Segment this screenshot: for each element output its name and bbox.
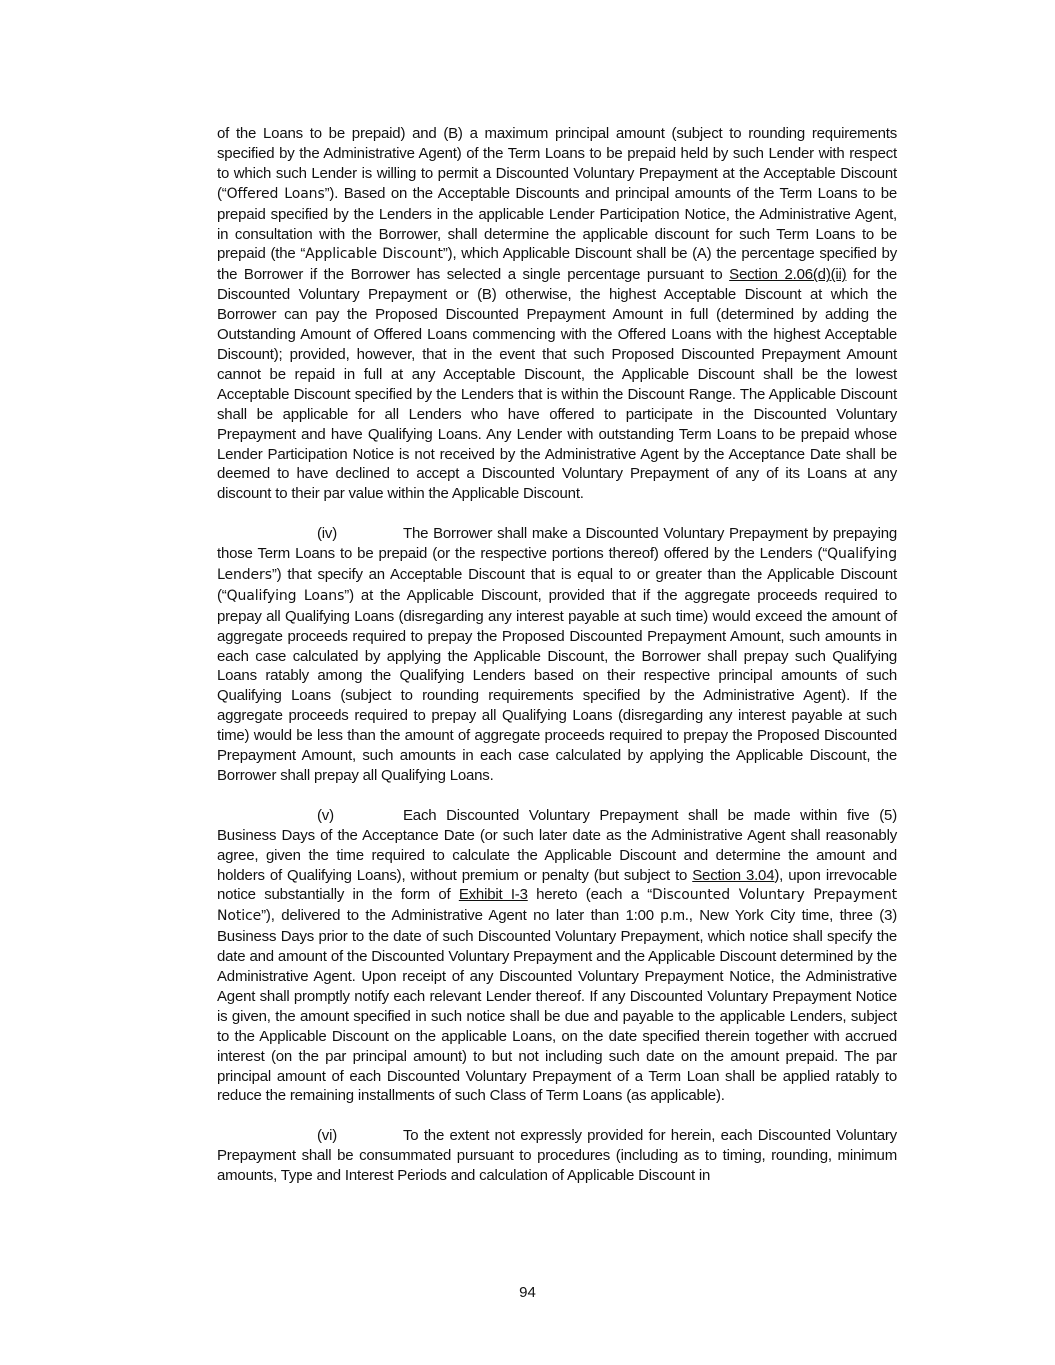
- clause-marker: (v): [317, 806, 334, 824]
- paragraph-v: [217, 806, 897, 1107]
- defined-term-offered-loans: Offered Loans: [226, 185, 325, 202]
- section-reference-link[interactable]: Section 3.04: [692, 866, 775, 884]
- defined-term-qualifying-lenders: Qualifying Lenders: [217, 546, 897, 583]
- text-run: for the Discounted Voluntary Prepayment or (B) otherwise, the highest Acceptable Discount at which the Borrower can pay the Proposed Discounted Prepayment Amount in full (determined by adding the Outstanding Amount of Offered Loans commencing with the Offered Loans with the highest Acceptable Discount); provided, however, that in the event that such Proposed Discounted Prepayment Amount cannot be repaid in full at any Acceptable Discount, the Applicable Discount shall be the lowest Acceptable Discount specified by the Lenders that is within the Discount Range. The Applicable Discount shall be applicable for all Lenders who have offered to participate in the Discounted Voluntary Prepayment and have Qualifying Loans. Any Lender with outstanding Term Loans to be prepaid whose Lender Participation Notice is not received by the Administrative Agent by the Acceptance Date shall be deemed to have declined to accept a Discounted Voluntary Prepayment of any of its Loans at any discount to their par value within the Applicable Discount.: [217, 266, 897, 503]
- clause-marker: (vi): [317, 1127, 338, 1145]
- text-run: To the extent not expressly provided for herein, each Discounted Voluntary Prepayment shall be consummated pursuant to procedures (including as to timing, rounding, minimum amounts, Type and Interest Periods and calculation of Applicable Discount in: [217, 1127, 897, 1185]
- clause-marker: (iv): [317, 525, 338, 543]
- text-run: ”). Based on the Acceptable Discounts and principal amounts of the Term Loans to be prepaid specified by the Lenders in the applicable Lender Participation Notice, the Administrative Agent, in consultation with the Borrower, shall determine the applicable discount for such Term Loans to be prepaid (the “: [217, 184, 897, 263]
- text-run: ”), which Applicable Discount shall be (A) the percentage specified by the Borrower if the Borrower has selected a single percentage pursuant to: [217, 245, 897, 284]
- section-reference-link[interactable]: Section 2.06(d)(ii): [729, 266, 847, 284]
- paragraph-continuation: [217, 124, 897, 504]
- text-run: ”) at the Applicable Discount, provided that if the aggregate proceeds required to prepay all Qualifying Loans (disregarding any interest payable at such time) would exceed the amount of aggregate proceeds required to prepay the Proposed Discounted Prepayment Amount, such amounts in each case calculated by applying the Applicable Discount, the Borrower shall prepay such Qualifying Loans ratably among the Qualifying Lenders based on their respective principal amounts of such Qualifying Loans (subject to rounding requirements specified by the Administrative Agent). If the aggregate proceeds required to prepay all Qualifying Loans (disregarding any interest payable at such time) would be less than the amount of aggregate proceeds required to prepay the Proposed Discounted Prepayment Amount, such amounts in each case calculated by applying the Applicable Discount, the Borrower shall prepay all Qualifying Loans.: [217, 586, 897, 784]
- defined-term-qualifying-loans: Qualifying Loans: [226, 587, 345, 604]
- text-run: ), upon irrevocable notice substantially in the form of: [217, 866, 897, 904]
- defined-term-applicable-discount: Applicable Discount: [305, 246, 443, 263]
- exhibit-reference-link[interactable]: Exhibit I-3: [458, 886, 528, 904]
- paragraph-vi: [217, 1126, 897, 1186]
- text-run: hereto (each a “: [527, 886, 653, 904]
- text-run: Each Discounted Voluntary Prepayment shall be made within five (5) Business Days of the Acceptance Date (or such later date as the Administrative Agent shall reasonably agree, given the time required to calculate the Applicable Discount and determine the amount and holders of Qualifying Loans), without premium or penalty (but subject to: [217, 806, 897, 884]
- document-page: [217, 124, 897, 1206]
- page-number: 94: [519, 1284, 536, 1301]
- text-run: of the Loans to be prepaid) and (B) a maximum principal amount (subject to rounding requirements specified by the Administrative Agent) of the Term Loans to be prepaid held by such Lender with respect to which such Lender is willing to permit a Discounted Voluntary Prepayment at the Acceptable Discount (“: [217, 125, 897, 202]
- text-run: The Borrower shall make a Discounted Voluntary Prepayment by prepaying those Term Loans to be prepaid (or the respective portions thereof) offered by the Lenders (“: [217, 525, 897, 563]
- text-run: ”) that specify an Acceptable Discount that is equal to or greater than the Applicable Discount (“: [217, 565, 897, 604]
- text-run: ”), delivered to the Administrative Agent no later than 1:00 p.m., New York City time, three (3) Business Days prior to the date of such Discounted Voluntary Prepayment, which notice shall specify the date and amount of the Discounted Voluntary Prepayment and the Applicable Discount determined by the Administrative Agent. Upon receipt of any Discounted Voluntary Prepayment Notice, the Administrative Agent shall promptly notify each relevant Lender thereof. If any Discounted Voluntary Prepayment Notice is given, the amount specified in such notice shall be due and payable to the applicable Lenders, subject to the Applicable Discount on the applicable Loans, on the date specified therein together with accrued interest (on the par principal amount) to but not including such date on the amount prepaid. The par principal amount of each Discounted Voluntary Prepayment of a Term Loan shall be applied ratably to reduce the remaining installments of such Class of Term Loans (as applicable).: [217, 907, 897, 1105]
- defined-term-prepayment-notice: Discounted Voluntary Prepayment Notice: [217, 887, 898, 925]
- paragraph-iv: [217, 524, 897, 786]
